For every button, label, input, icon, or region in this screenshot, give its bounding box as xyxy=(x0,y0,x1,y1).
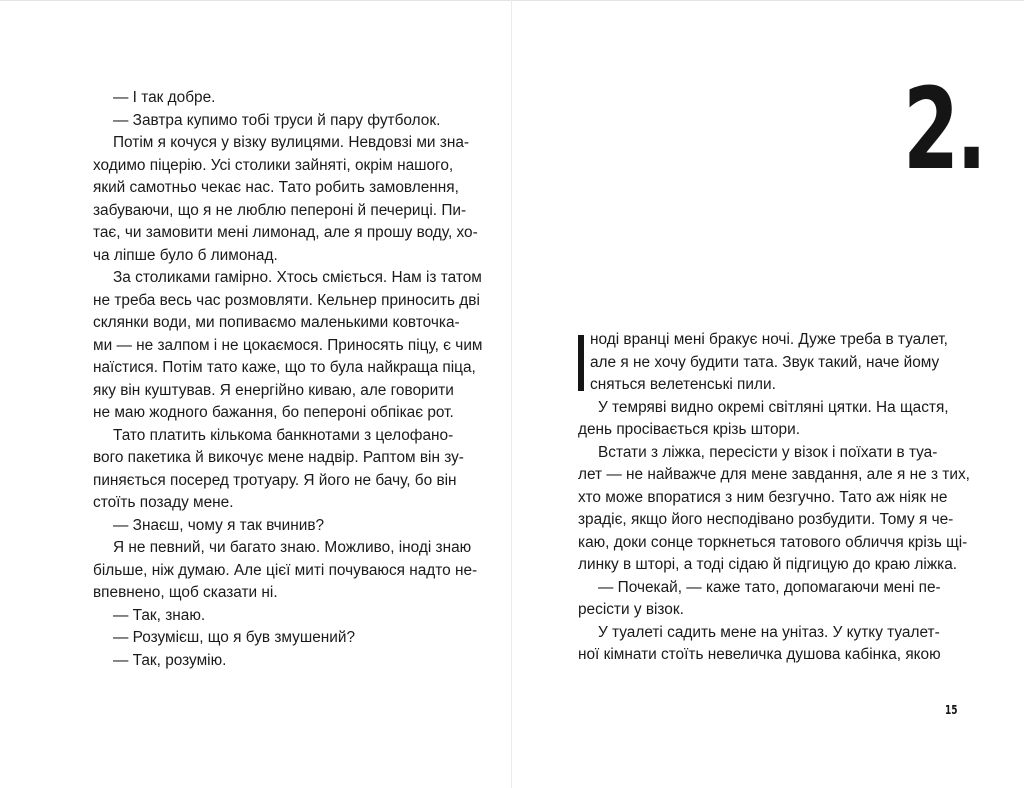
text-line: Я не певний, чи багато знаю. Можливо, іноді знаю xyxy=(113,539,472,556)
paragraph xyxy=(578,397,963,442)
text-line: який самотньо чекає нас. Тато робить замовлення, xyxy=(93,179,459,196)
text-line: Встати з ліжка, пересісти у візок і поїхати в туа- xyxy=(598,443,938,461)
paragraph xyxy=(578,577,963,622)
text-line: більше, ніж думаю. Але цієї миті почуваюся надто не- xyxy=(93,561,478,579)
text-line: зрадіє, якщо його несподівано розбудити. Тому я че- xyxy=(578,511,954,528)
paragraph xyxy=(93,605,453,628)
paragraph xyxy=(93,650,453,673)
text-line: лет — не найважче для мене завдання, але я не з тих, xyxy=(578,466,970,483)
text-line: стоїть позаду мене. xyxy=(93,494,234,511)
text-line: яку він куштував. Я енергійно киваю, але говорити xyxy=(93,381,454,399)
text-line: вого пакетика й викочує мене надвір. Раптом він зу- xyxy=(93,449,464,466)
text-line: За столиками гамірно. Хтось сміється. Нам із татом xyxy=(113,269,482,286)
text-line: не треба весь час розмовляти. Кельнер приносить дві xyxy=(93,291,480,309)
text-line: ресісти у візок. xyxy=(578,601,684,618)
text-line: пиняється посеред тротуару. Я його не бачу, бо він xyxy=(93,471,457,489)
text-line: сняться велетенські пили. xyxy=(590,376,776,393)
left-page-text xyxy=(93,87,483,672)
paragraph xyxy=(578,329,963,397)
text-line: ми — не залпом і не цокаємося. Приносять піцу, є чим xyxy=(93,336,483,354)
text-line: не маю жодного бажання, бо пепероні обпікає рот. xyxy=(93,404,454,421)
paragraph xyxy=(578,442,970,577)
paragraph xyxy=(93,425,464,515)
text-line: Потім я кочуся у візку вулицями. Невдовзі ми зна- xyxy=(113,134,470,151)
scan-edge xyxy=(0,0,1024,1)
paragraph xyxy=(93,132,478,267)
text-line: забуваючи, що я не люблю пепероні й печериці. Пи- xyxy=(93,201,467,219)
paragraph xyxy=(93,87,453,110)
paragraph xyxy=(93,537,478,605)
text-line: Тато платить кількома банкнотами з целофано- xyxy=(113,426,454,444)
page-number: 15 xyxy=(945,703,958,717)
text-line: — Знаєш, чому я так вчинив? xyxy=(113,516,325,534)
text-line: — Так, знаю. xyxy=(113,606,206,624)
paragraph xyxy=(93,515,453,538)
text-line: — Розумієш, що я був змушений? xyxy=(113,629,356,646)
text-line: ча ліпше було б лимонад. xyxy=(93,246,278,264)
text-line: — Почекай, — каже тато, допомагаючи мені пе- xyxy=(598,578,941,596)
paragraph xyxy=(578,622,963,667)
text-line: впевнено, щоб сказати ні. xyxy=(93,584,278,601)
text-line: хто може впоратися з ним безгучно. Тато аж ніяк не xyxy=(578,488,948,506)
text-line: — Завтра купимо тобі труси й пару футболок. xyxy=(113,111,441,129)
text-line: ної кімнати стоїть невеличка душова кабінка, якою xyxy=(578,646,941,663)
text-line: склянки води, ми попиваємо маленькими ковточка- xyxy=(93,314,460,331)
paragraph xyxy=(93,627,453,650)
text-line: — І так добре. xyxy=(113,89,216,106)
chapter-number: 2. xyxy=(903,65,984,195)
book-spine xyxy=(511,0,512,788)
paragraph xyxy=(93,267,483,425)
text-line: ходимо піцерію. Усі столики зайняті, окрім нашого, xyxy=(93,156,454,174)
text-line: линку в шторі, а тоді сідаю й підгицую до краю ліжка. xyxy=(578,556,958,573)
text-line: день просівається крізь штори. xyxy=(578,421,800,438)
drop-cap xyxy=(578,335,584,391)
right-page-text xyxy=(578,329,970,667)
text-line: але я не хочу будити тата. Звук такий, наче йому xyxy=(590,353,940,371)
text-line: У туалеті садить мене на унітаз. У кутку туалет- xyxy=(598,623,940,641)
paragraph xyxy=(93,110,453,133)
text-line: У темряві видно окремі світляні цятки. На щастя, xyxy=(598,398,949,416)
text-line: тає, чи замовити мені лимонад, але я прошу воду, хо- xyxy=(93,224,478,241)
text-line: каю, доки сонце торкнеться татового обличчя крізь щі- xyxy=(578,533,968,551)
text-line: наїстися. Потім тато каже, що то була найкраща піца, xyxy=(93,359,476,376)
text-line: ноді вранці мені бракує ночі. Дуже треба в туалет, xyxy=(590,331,948,348)
text-line: — Так, розумію. xyxy=(113,651,227,669)
